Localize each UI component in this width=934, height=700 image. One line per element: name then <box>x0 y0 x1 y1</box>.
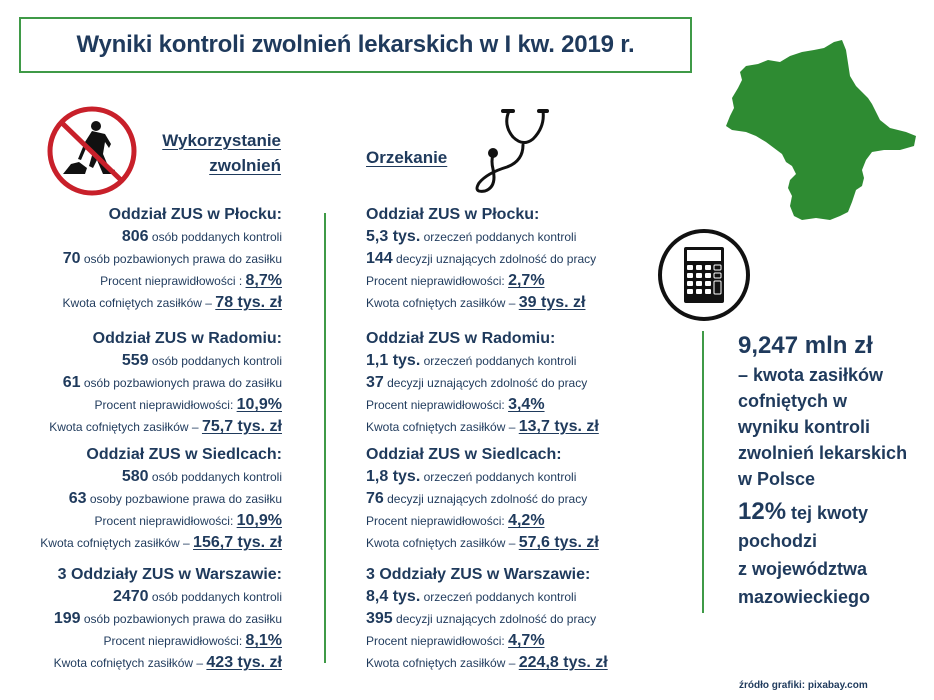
count-controlled-label: osób poddanych kontroli <box>148 590 282 604</box>
pct-label: Procent nieprawidłowości: <box>366 634 509 648</box>
calculator-icon <box>656 227 752 323</box>
pct-label: Procent nieprawidłowości: <box>366 398 509 412</box>
count-rulings-label: orzeczeń poddanych kontroli <box>420 354 577 368</box>
count-deprived-label: osób pozbawionych prawa do zasiłku <box>80 612 282 626</box>
left-block-siedlce <box>40 443 282 554</box>
pct-label: Procent nieprawidłowości: <box>94 514 237 528</box>
count-controlled-label: osób poddanych kontroli <box>148 470 282 484</box>
pct-value: 2,7% <box>508 272 545 289</box>
count-controlled-label: osób poddanych kontroli <box>148 230 282 244</box>
block-header: Oddział ZUS w Płocku: <box>108 206 282 223</box>
pct-value: 4,7% <box>508 632 545 649</box>
amount-value: 156,7 tys. zł <box>193 534 282 551</box>
amount-label: Kwota cofniętych zasiłków – <box>62 296 216 310</box>
heading-wykorzystanie <box>150 128 281 178</box>
count-rulings: 5,3 tys. <box>366 228 421 245</box>
total-desc-line: cofniętych w <box>738 391 848 411</box>
pct-label: Procent nieprawidłowości: <box>103 634 246 648</box>
amount-value: 75,7 tys. zł <box>201 418 282 435</box>
title-box <box>19 17 692 73</box>
pct-label: Procent nieprawidłowości: <box>366 514 509 528</box>
count-decisions-label: decyzji uznających zdolność do pracy <box>392 252 597 266</box>
count-decisions: 37 <box>366 374 384 391</box>
block-header: Oddział ZUS w Siedlcach: <box>366 446 562 463</box>
page-title: Wyniki kontroli zwolnień lekarskich w I kw. 2019 r. <box>76 31 635 58</box>
amount-label: Kwota cofniętych zasiłków – <box>366 296 519 310</box>
pct-value: 10,9% <box>236 512 282 529</box>
mid-block-warszawa <box>366 563 608 674</box>
pct-label: Procent nieprawidłowości: <box>366 274 509 288</box>
pct-value: 3,4% <box>508 396 545 413</box>
count-deprived-label: osób pozbawionych prawa do zasiłku <box>80 376 282 390</box>
mid-block-plock <box>366 203 596 314</box>
count-decisions: 144 <box>366 250 393 267</box>
count-controlled-label: osób poddanych kontroli <box>148 354 282 368</box>
block-header: 3 Oddziały ZUS w Warszawie: <box>57 566 282 583</box>
summary-share <box>738 498 934 611</box>
share-line: mazowieckiego <box>738 587 871 607</box>
amount-label: Kwota cofniętych zasiłków – <box>40 536 194 550</box>
amount-label: Kwota cofniętych zasiłków – <box>366 420 519 434</box>
heading-line-2: zwolnień <box>209 156 281 175</box>
amount-value: 423 tys. zł <box>206 654 282 671</box>
count-controlled: 580 <box>121 468 149 485</box>
summary-total <box>738 330 934 492</box>
count-controlled: 2470 <box>112 588 149 605</box>
count-decisions-label: decyzji uznających zdolność do pracy <box>383 492 588 506</box>
count-rulings-label: orzeczeń poddanych kontroli <box>420 590 577 604</box>
pct-label: Procent nieprawidłowości: <box>94 398 237 412</box>
count-deprived: 61 <box>62 374 81 391</box>
left-block-plock <box>63 203 282 314</box>
count-rulings: 8,4 tys. <box>366 588 421 605</box>
total-desc-line: wyniku kontroli <box>738 417 871 437</box>
amount-label: Kwota cofniętych zasiłków – <box>366 656 519 670</box>
pct-value: 10,9% <box>236 396 282 413</box>
count-decisions: 395 <box>366 610 393 627</box>
no-work-sign-icon <box>45 104 139 198</box>
stethoscope-icon <box>463 105 563 195</box>
source-credit: źródło grafiki: pixabay.com <box>739 680 868 691</box>
heading-orzekanie: Orzekanie <box>366 148 448 167</box>
mazowieckie-map-icon <box>712 36 928 226</box>
count-rulings: 1,8 tys. <box>366 468 421 485</box>
left-block-warszawa <box>54 563 282 674</box>
amount-value: 57,6 tys. zł <box>518 534 599 551</box>
share-percent: 12% <box>738 498 787 525</box>
count-controlled: 559 <box>121 352 149 369</box>
share-line: pochodzi <box>738 531 817 551</box>
mid-block-radom <box>366 327 599 438</box>
count-deprived-label: osób pozbawionych prawa do zasiłku <box>80 252 282 266</box>
left-block-radom <box>49 327 282 438</box>
pct-label: Procent nieprawidłowości : <box>100 274 246 288</box>
block-header: Oddział ZUS w Radomiu: <box>92 330 282 347</box>
count-decisions-label: decyzji uznających zdolność do pracy <box>383 376 588 390</box>
count-deprived: 70 <box>62 250 81 267</box>
count-rulings: 1,1 tys. <box>366 352 421 369</box>
share-percent-label: tej kwoty <box>786 503 869 523</box>
block-header: Oddział ZUS w Radomiu: <box>366 330 556 347</box>
amount-value: 39 tys. zł <box>518 294 586 311</box>
total-desc-line: – kwota zasiłków <box>738 365 884 385</box>
count-controlled: 806 <box>121 228 149 245</box>
total-desc-line: zwolnień lekarskich <box>738 443 908 463</box>
amount-label: Kwota cofniętych zasiłków – <box>49 420 202 434</box>
total-amount: 9,247 mln zł <box>738 332 873 359</box>
amount-label: Kwota cofniętych zasiłków – <box>366 536 519 550</box>
count-deprived: 63 <box>68 490 87 507</box>
heading-line-1: Wykorzystanie <box>162 131 281 150</box>
divider-line-right <box>702 331 704 613</box>
amount-value: 224,8 tys. zł <box>518 654 608 671</box>
count-decisions-label: decyzji uznających zdolność do pracy <box>392 612 597 626</box>
mid-block-siedlce <box>366 443 599 554</box>
count-rulings-label: orzeczeń poddanych kontroli <box>420 470 577 484</box>
amount-value: 78 tys. zł <box>215 294 282 311</box>
block-header: Oddział ZUS w Płocku: <box>366 206 540 223</box>
pct-value: 8,1% <box>245 632 282 649</box>
count-deprived-label: osoby pozbawione prawa do zasiłku <box>86 492 282 506</box>
count-decisions: 76 <box>366 490 384 507</box>
pct-value: 8,7% <box>245 272 282 289</box>
amount-value: 13,7 tys. zł <box>518 418 599 435</box>
total-desc-line: w Polsce <box>738 469 816 489</box>
count-rulings-label: orzeczeń poddanych kontroli <box>420 230 577 244</box>
block-header: Oddział ZUS w Siedlcach: <box>86 446 282 463</box>
pct-value: 4,2% <box>508 512 545 529</box>
share-line: z województwa <box>738 559 868 579</box>
block-header: 3 Oddziały ZUS w Warszawie: <box>366 566 591 583</box>
amount-label: Kwota cofniętych zasiłków – <box>53 656 207 670</box>
count-deprived: 199 <box>53 610 81 627</box>
divider-line-left <box>324 213 326 663</box>
